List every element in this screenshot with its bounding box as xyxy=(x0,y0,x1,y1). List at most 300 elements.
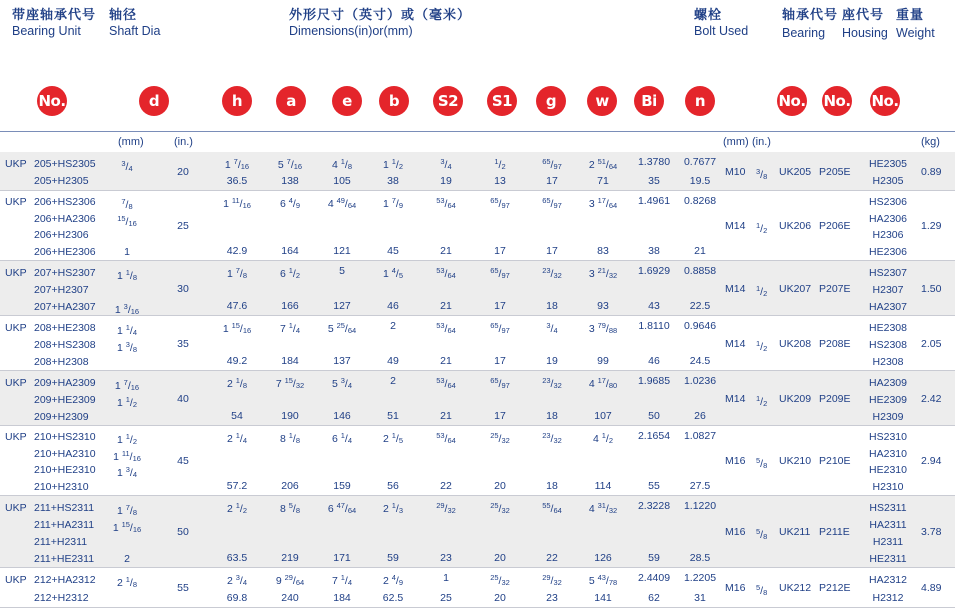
dim-s2-mm: 21 xyxy=(440,410,452,422)
shaft-inch: 1 $^1/_2$ xyxy=(116,394,138,409)
bearing-unit-code: 209+HE2309 xyxy=(34,393,96,406)
dim-w-mm: 71 xyxy=(597,175,609,187)
housing-unit-no: P212E xyxy=(819,582,851,594)
dim-g-inch: $^{23}/_{32}$ xyxy=(542,376,562,390)
housing-no: HS2310 xyxy=(869,431,907,444)
dim-e-inch: 5 $^3/_4$ xyxy=(331,376,353,390)
dim-w-inch: 3 $^{79}/_{88}$ xyxy=(588,321,618,335)
shaft-inch: 1 $^{15}/_{16}$ xyxy=(112,519,142,534)
dim-w-inch: 4 $^{17}/_{80}$ xyxy=(588,376,618,390)
dim-b-inch: 2 $^1/_5$ xyxy=(382,431,404,445)
unit-prefix: UKP xyxy=(5,376,27,389)
dim-n-inch: 1.0827 xyxy=(683,430,717,442)
dim-w-mm: 93 xyxy=(597,300,609,312)
shaft-inch: $^{15}/_{16}$ xyxy=(117,213,137,228)
bolt-inch: $^5/_8$ xyxy=(756,456,768,470)
shaft-inch: $^7/_8$ xyxy=(121,197,133,212)
unit-bolt-mm: (mm) xyxy=(723,136,749,148)
shaft-inch: 1 $^{11}/_{16}$ xyxy=(113,448,141,463)
dim-n-mm: 27.5 xyxy=(689,480,711,492)
bolt-inch: $^5/_8$ xyxy=(756,583,768,597)
dim-e-mm: 121 xyxy=(333,245,351,257)
bearing-no: UK210 xyxy=(779,455,812,467)
header-bearing-en: Bearing xyxy=(782,26,826,40)
symbol-circle: d xyxy=(139,86,169,116)
dim-h-mm: 49.2 xyxy=(226,355,248,367)
shaft-mm: 20 xyxy=(177,165,189,178)
dim-g-mm: 22 xyxy=(546,552,558,564)
shaft-inch: 1 $^3/_{16}$ xyxy=(114,301,140,316)
symbol-circle: e xyxy=(332,86,362,116)
unit-prefix: UKP xyxy=(5,431,27,444)
table-group xyxy=(0,261,955,316)
bearing-unit-code: 207+HA2307 xyxy=(34,300,96,313)
dim-b-mm: 51 xyxy=(387,410,399,422)
dim-bi-inch: 2.3228 xyxy=(637,500,671,512)
bolt-inch: $^1/_2$ xyxy=(756,338,768,353)
symbol-circle: b xyxy=(379,86,409,116)
unit-prefix: UKP xyxy=(5,196,27,209)
housing-no: HE2311 xyxy=(869,552,907,565)
header-shaft-dia-cn: 轴径 xyxy=(109,7,138,22)
table-group xyxy=(0,371,955,426)
dim-w-inch: 4 $^1/_2$ xyxy=(592,431,614,445)
dim-s1-inch: $^{65}/_{97}$ xyxy=(490,321,510,335)
bolt-mm: M14 xyxy=(725,220,746,232)
dim-g-mm: 19 xyxy=(546,355,558,367)
header-shaft-dia xyxy=(109,6,160,40)
dim-bi-mm: 55 xyxy=(648,480,660,492)
dim-s1-inch: $^{25}/_{32}$ xyxy=(490,501,510,515)
shaft-mm: 50 xyxy=(177,526,189,538)
dim-n-inch: 0.9646 xyxy=(683,320,717,332)
table-group xyxy=(0,426,955,496)
housing-no: HE2308 xyxy=(869,321,907,334)
symbol-circle: S1 xyxy=(487,86,517,116)
header-weight-cn: 重量 xyxy=(896,7,925,22)
dim-g-mm: 18 xyxy=(546,410,558,422)
housing-no: HA2312 xyxy=(869,574,907,586)
table-group xyxy=(0,191,955,261)
bearing-unit-code: 210+HE2310 xyxy=(34,464,96,477)
housing-no: H2307 xyxy=(872,283,904,296)
dim-e-inch: 5 $^{25}/_{64}$ xyxy=(327,321,357,335)
dim-a-mm: 164 xyxy=(281,245,299,257)
dim-n-inch: 1.1220 xyxy=(683,500,717,512)
dim-n-inch: 1.2205 xyxy=(683,572,717,584)
dim-g-mm: 17 xyxy=(546,175,558,187)
bolt-inch: $^1/_2$ xyxy=(756,393,768,408)
weight-value: 1.29 xyxy=(921,220,942,232)
bearing-unit-code: 210+HS2310 xyxy=(34,431,96,444)
table-group xyxy=(0,316,955,371)
header-rule xyxy=(0,131,955,132)
dim-h-mm: 57.2 xyxy=(226,480,248,492)
bearing-no: UK209 xyxy=(779,392,812,405)
bearing-unit-code: 208+H2308 xyxy=(34,355,89,368)
bolt-mm: M14 xyxy=(725,392,746,405)
symbol-circle: Bi xyxy=(634,86,664,116)
housing-no: HE2310 xyxy=(869,464,907,477)
dim-e-mm: 105 xyxy=(333,175,351,187)
symbol-circle: No. xyxy=(37,86,67,116)
dim-a-inch: 8 $^5/_8$ xyxy=(279,501,301,515)
shaft-mm: 25 xyxy=(177,220,189,232)
dim-w-mm: 114 xyxy=(594,480,612,492)
housing-no: HE2306 xyxy=(869,245,907,258)
weight-value: 3.78 xyxy=(921,526,942,538)
shaft-inch: $^3/_4$ xyxy=(121,158,133,173)
dim-g-inch: $^{65}/_{97}$ xyxy=(542,196,562,210)
dim-s2-inch: $^{53}/_{64}$ xyxy=(436,266,456,280)
dim-n-mm: 21 xyxy=(694,245,706,257)
dim-bi-mm: 38 xyxy=(648,245,660,257)
bearing-unit-code: 205+HS2305 xyxy=(34,157,96,170)
dim-n-mm: 22.5 xyxy=(689,300,711,312)
dim-s2-mm: 21 xyxy=(440,300,452,312)
dim-a-mm: 184 xyxy=(281,355,299,367)
unit-prefix: UKP xyxy=(5,501,27,514)
table-group xyxy=(0,152,955,191)
weight-value: 2.42 xyxy=(921,392,942,405)
dim-s1-mm: 20 xyxy=(494,480,506,492)
dim-s2-mm: 21 xyxy=(440,355,452,367)
bearing-unit-code: 210+HA2310 xyxy=(34,447,96,460)
symbol-circle: g xyxy=(536,86,566,116)
header-housing xyxy=(842,6,888,42)
bearing-unit-code: 208+HE2308 xyxy=(34,321,96,334)
dim-a-mm: 166 xyxy=(281,300,299,312)
dim-w-mm: 126 xyxy=(594,552,612,564)
shaft-mm: 35 xyxy=(177,337,189,350)
dim-w-inch: 2 $^{51}/_{64}$ xyxy=(588,157,618,171)
housing-no: H2305 xyxy=(872,175,904,188)
dim-g-mm: 18 xyxy=(546,300,558,312)
dim-g-mm: 17 xyxy=(546,245,558,257)
dim-n-inch: 0.8268 xyxy=(683,195,717,207)
dim-s1-mm: 17 xyxy=(494,245,506,257)
weight-value: 0.89 xyxy=(921,165,942,178)
dim-s2-inch: $^{53}/_{64}$ xyxy=(436,321,456,335)
housing-no: H2308 xyxy=(872,355,904,368)
dim-w-mm: 107 xyxy=(594,410,612,422)
bolt-mm: M16 xyxy=(725,582,746,594)
unit-d-in: (in.) xyxy=(174,136,193,148)
dim-s2-mm: 25 xyxy=(440,592,452,604)
dim-bi-inch: 1.8110 xyxy=(638,320,670,332)
header-bearing-unit xyxy=(12,6,96,40)
header-weight-en: Weight xyxy=(896,26,935,40)
dim-g-mm: 23 xyxy=(546,592,558,604)
dim-b-inch: 1 $^1/_2$ xyxy=(382,157,404,171)
bearing-unit-code: 208+HS2308 xyxy=(34,338,96,351)
dim-s1-mm: 17 xyxy=(494,355,506,367)
dim-bi-mm: 59 xyxy=(648,552,660,564)
dim-b-inch: 2 xyxy=(390,320,396,332)
dim-a-mm: 190 xyxy=(281,410,299,422)
bolt-mm: M14 xyxy=(725,282,746,295)
dim-h-inch: 1 $^{15}/_{16}$ xyxy=(222,321,252,335)
dim-n-mm: 24.5 xyxy=(689,355,711,367)
bearing-unit-code: 211+HE2311 xyxy=(34,552,95,565)
dim-h-mm: 42.9 xyxy=(226,245,248,257)
bolt-mm: M10 xyxy=(725,165,746,178)
dim-h-inch: 1 $^7/_8$ xyxy=(226,266,248,280)
dim-a-inch: 8 $^1/_8$ xyxy=(279,431,301,445)
dim-n-mm: 19.5 xyxy=(689,175,711,187)
dim-a-mm: 219 xyxy=(281,552,299,564)
bolt-mm: M16 xyxy=(725,526,746,538)
dim-bi-inch: 1.4961 xyxy=(637,195,671,207)
dim-h-inch: 2 $^1/_2$ xyxy=(226,501,248,515)
dim-h-mm: 47.6 xyxy=(226,300,248,312)
symbol-circle: No. xyxy=(777,86,807,116)
dim-w-inch: 3 $^{21}/_{32}$ xyxy=(588,266,618,280)
bearing-unit-code: 207+H2307 xyxy=(34,283,89,296)
dim-e-mm: 127 xyxy=(333,300,351,312)
dim-n-inch: 0.7677 xyxy=(683,156,717,168)
unit-prefix: UKP xyxy=(5,157,27,170)
bearing-unit-code: 210+H2310 xyxy=(34,480,89,493)
dim-e-mm: 159 xyxy=(333,480,351,492)
dim-b-mm: 62.5 xyxy=(382,592,404,604)
dim-w-mm: 83 xyxy=(597,245,609,257)
bearing-unit-code: 211+H2311 xyxy=(34,535,88,548)
header-bearing-cn: 轴承代号 xyxy=(782,7,839,22)
dim-bi-mm: 62 xyxy=(648,592,660,604)
dim-s2-inch: $^3/_4$ xyxy=(440,157,452,171)
symbol-circle: a xyxy=(276,86,306,116)
bolt-inch: $^1/_2$ xyxy=(756,221,768,235)
bearing-unit-code: 211+HA2311 xyxy=(34,518,95,531)
unit-prefix: UKP xyxy=(5,266,27,279)
bearing-unit-code: 209+HA2309 xyxy=(34,376,96,389)
shaft-inch: 1 $^3/_4$ xyxy=(116,465,138,480)
bearing-unit-code: 205+H2305 xyxy=(34,175,89,188)
shaft-mm: 55 xyxy=(177,582,189,594)
header-bearing-unit-en: Bearing Unit xyxy=(12,24,81,38)
bearing-unit-code: 206+HS2306 xyxy=(34,196,96,209)
shaft-mm: 45 xyxy=(177,455,189,467)
shaft-inch: 1 $^7/_8$ xyxy=(116,502,138,517)
weight-value: 1.50 xyxy=(921,282,942,295)
dim-bi-inch: 1.9685 xyxy=(637,375,671,387)
dim-bi-mm: 35 xyxy=(648,175,660,187)
symbol-circle: No. xyxy=(870,86,900,116)
bearing-no: UK205 xyxy=(779,165,812,178)
dim-h-inch: 2 $^1/_4$ xyxy=(226,431,248,445)
shaft-inch: 2 $^1/_8$ xyxy=(116,575,138,589)
dim-s1-mm: 20 xyxy=(494,592,506,604)
dim-g-inch: $^{29}/_{32}$ xyxy=(542,573,562,587)
unit-prefix: UKP xyxy=(5,574,27,586)
dim-h-mm: 63.5 xyxy=(226,552,248,564)
dim-b-mm: 38 xyxy=(387,175,399,187)
housing-no: HS2306 xyxy=(869,196,907,209)
dim-h-mm: 36.5 xyxy=(226,175,248,187)
shaft-inch: 1 $^1/_8$ xyxy=(116,267,138,282)
housing-unit-no: P205E xyxy=(819,165,851,178)
dim-s1-mm: 13 xyxy=(494,175,506,187)
dim-bi-mm: 50 xyxy=(648,410,660,422)
dim-bi-inch: 2.4409 xyxy=(637,572,671,584)
table-group xyxy=(0,568,955,608)
header-housing-en: Housing xyxy=(842,26,888,40)
housing-no: HA2306 xyxy=(869,212,907,225)
dim-bi-inch: 1.6929 xyxy=(637,265,671,277)
bolt-mm: M14 xyxy=(725,337,746,350)
housing-no: HE2305 xyxy=(869,157,907,170)
bearing-unit-code: 206+H2306 xyxy=(34,229,89,242)
housing-no: HS2308 xyxy=(869,338,907,351)
dim-e-inch: 5 xyxy=(339,265,345,277)
bolt-inch: $^1/_2$ xyxy=(756,283,768,298)
dim-e-mm: 146 xyxy=(333,410,351,422)
dim-s1-inch: $^1/_2$ xyxy=(494,157,506,171)
dim-h-inch: 2 $^1/_8$ xyxy=(226,376,248,390)
dim-b-mm: 59 xyxy=(387,552,399,564)
table-header xyxy=(0,0,955,148)
dim-a-mm: 206 xyxy=(281,480,299,492)
shaft-inch: 1 $^3/_8$ xyxy=(116,339,138,354)
shaft-mm: 40 xyxy=(177,392,189,405)
dim-h-mm: 69.8 xyxy=(226,592,248,604)
dim-b-inch: 2 xyxy=(390,375,396,387)
dim-g-inch: $^{55}/_{64}$ xyxy=(542,501,562,515)
dim-n-mm: 28.5 xyxy=(689,552,711,564)
dim-s2-inch: $^{53}/_{64}$ xyxy=(436,196,456,210)
housing-no: HE2309 xyxy=(869,393,907,406)
dim-e-inch: 4 $^1/_8$ xyxy=(331,157,353,171)
header-dimensions-en: Dimensions(in)or(mm) xyxy=(289,24,413,38)
header-weight xyxy=(896,6,935,42)
dim-a-mm: 138 xyxy=(281,175,299,187)
dim-bi-inch: 1.3780 xyxy=(637,156,671,168)
unit-weight: (kg) xyxy=(921,136,940,148)
dim-a-mm: 240 xyxy=(281,592,299,604)
header-bolt xyxy=(694,6,748,40)
dim-n-inch: 0.8858 xyxy=(683,265,717,277)
dim-s1-inch: $^{65}/_{97}$ xyxy=(490,196,510,210)
dim-bi-mm: 46 xyxy=(648,355,660,367)
unit-prefix: UKP xyxy=(5,321,27,334)
dim-s2-mm: 21 xyxy=(440,245,452,257)
dim-s1-mm: 17 xyxy=(494,410,506,422)
dim-bi-inch: 2.1654 xyxy=(637,430,671,442)
bearing-unit-code: 211+HS2311 xyxy=(34,501,95,514)
bearing-no: UK208 xyxy=(779,337,812,350)
shaft-inch: 1 $^1/_4$ xyxy=(116,322,138,337)
dim-s2-inch: $^{29}/_{32}$ xyxy=(436,501,456,515)
bolt-inch: $^3/_8$ xyxy=(756,166,768,181)
dim-a-inch: 6 $^4/_9$ xyxy=(279,196,301,210)
bearing-no: UK212 xyxy=(779,582,812,594)
dim-s2-mm: 23 xyxy=(440,552,452,564)
bearing-unit-code: 206+HE2306 xyxy=(34,245,96,258)
dim-b-mm: 46 xyxy=(387,300,399,312)
bearing-unit-code: 212+H2312 xyxy=(34,592,89,604)
dim-e-mm: 171 xyxy=(333,552,351,564)
dim-h-mm: 54 xyxy=(231,410,243,422)
weight-value: 4.89 xyxy=(921,582,942,594)
dim-e-mm: 137 xyxy=(333,355,351,367)
dim-s1-mm: 17 xyxy=(494,300,506,312)
dim-b-mm: 56 xyxy=(387,480,399,492)
table-group xyxy=(0,496,955,568)
dim-s1-mm: 20 xyxy=(494,552,506,564)
bearing-unit-code: 206+HA2306 xyxy=(34,212,96,225)
bolt-inch: $^5/_8$ xyxy=(756,527,768,541)
dim-h-inch: 1 $^{11}/_{16}$ xyxy=(223,196,251,210)
dim-s1-inch: $^{25}/_{32}$ xyxy=(490,431,510,445)
dim-s1-inch: $^{25}/_{32}$ xyxy=(490,573,510,587)
dim-a-inch: 7 $^1/_4$ xyxy=(279,321,301,335)
bearing-no: UK211 xyxy=(779,526,811,538)
housing-no: HS2311 xyxy=(869,501,907,514)
dim-h-inch: 2 $^3/_4$ xyxy=(226,573,248,587)
housing-unit-no: P208E xyxy=(819,337,851,350)
symbol-circle: n xyxy=(685,86,715,116)
symbol-circle: S2 xyxy=(433,86,463,116)
dim-b-inch: 2 $^1/_3$ xyxy=(382,501,404,515)
housing-unit-no: P211E xyxy=(819,526,850,538)
housing-unit-no: P209E xyxy=(819,392,851,405)
housing-unit-no: P206E xyxy=(819,220,851,232)
header-bearing-unit-cn: 带座轴承代号 xyxy=(12,7,97,22)
bearing-unit-code: 209+H2309 xyxy=(34,410,89,423)
dim-g-mm: 18 xyxy=(546,480,558,492)
dim-s2-mm: 22 xyxy=(440,480,452,492)
dim-s1-inch: $^{65}/_{97}$ xyxy=(490,376,510,390)
housing-no: HA2310 xyxy=(869,447,907,460)
bearing-no: UK207 xyxy=(779,282,812,295)
dim-b-inch: 1 $^4/_5$ xyxy=(382,266,404,280)
shaft-inch: 1 $^7/_{16}$ xyxy=(114,377,140,392)
dim-w-inch: 3 $^{17}/_{64}$ xyxy=(588,196,618,210)
dim-b-mm: 49 xyxy=(387,355,399,367)
housing-unit-no: P210E xyxy=(819,455,851,467)
dim-b-inch: 2 $^4/_9$ xyxy=(382,573,404,587)
housing-no: H2311 xyxy=(872,535,904,548)
housing-no: H2309 xyxy=(872,410,904,423)
housing-no: HA2311 xyxy=(869,518,907,531)
symbol-circle: h xyxy=(222,86,252,116)
header-bearing xyxy=(782,6,838,42)
dim-s2-inch: 1 xyxy=(443,572,449,584)
dim-n-mm: 31 xyxy=(694,592,706,604)
housing-no: HA2307 xyxy=(869,300,907,313)
bearing-no: UK206 xyxy=(779,220,812,232)
dim-s1-inch: $^{65}/_{97}$ xyxy=(490,266,510,280)
dim-e-inch: 7 $^1/_4$ xyxy=(331,573,353,587)
dim-a-inch: 6 $^1/_2$ xyxy=(279,266,301,280)
housing-no: HA2309 xyxy=(869,376,907,389)
dim-e-inch: 6 $^{47}/_{64}$ xyxy=(327,501,357,515)
weight-value: 2.94 xyxy=(921,455,942,467)
header-bolt-cn: 螺栓 xyxy=(694,7,723,22)
shaft-inch: 1 $^1/_2$ xyxy=(116,432,138,447)
header-dimensions-cn: 外形尺寸（英寸）或（毫米） xyxy=(289,7,472,22)
dim-s2-inch: $^{53}/_{64}$ xyxy=(436,431,456,445)
symbol-circle: No. xyxy=(822,86,852,116)
dim-n-inch: 1.0236 xyxy=(683,375,717,387)
dim-e-mm: 184 xyxy=(333,592,351,604)
dim-b-inch: 1 $^7/_9$ xyxy=(382,196,404,210)
housing-unit-no: P207E xyxy=(819,282,851,295)
unit-bolt-in: (in.) xyxy=(752,136,771,148)
dim-w-inch: 5 $^{43}/_{78}$ xyxy=(588,573,618,587)
header-housing-cn: 座代号 xyxy=(842,7,885,22)
